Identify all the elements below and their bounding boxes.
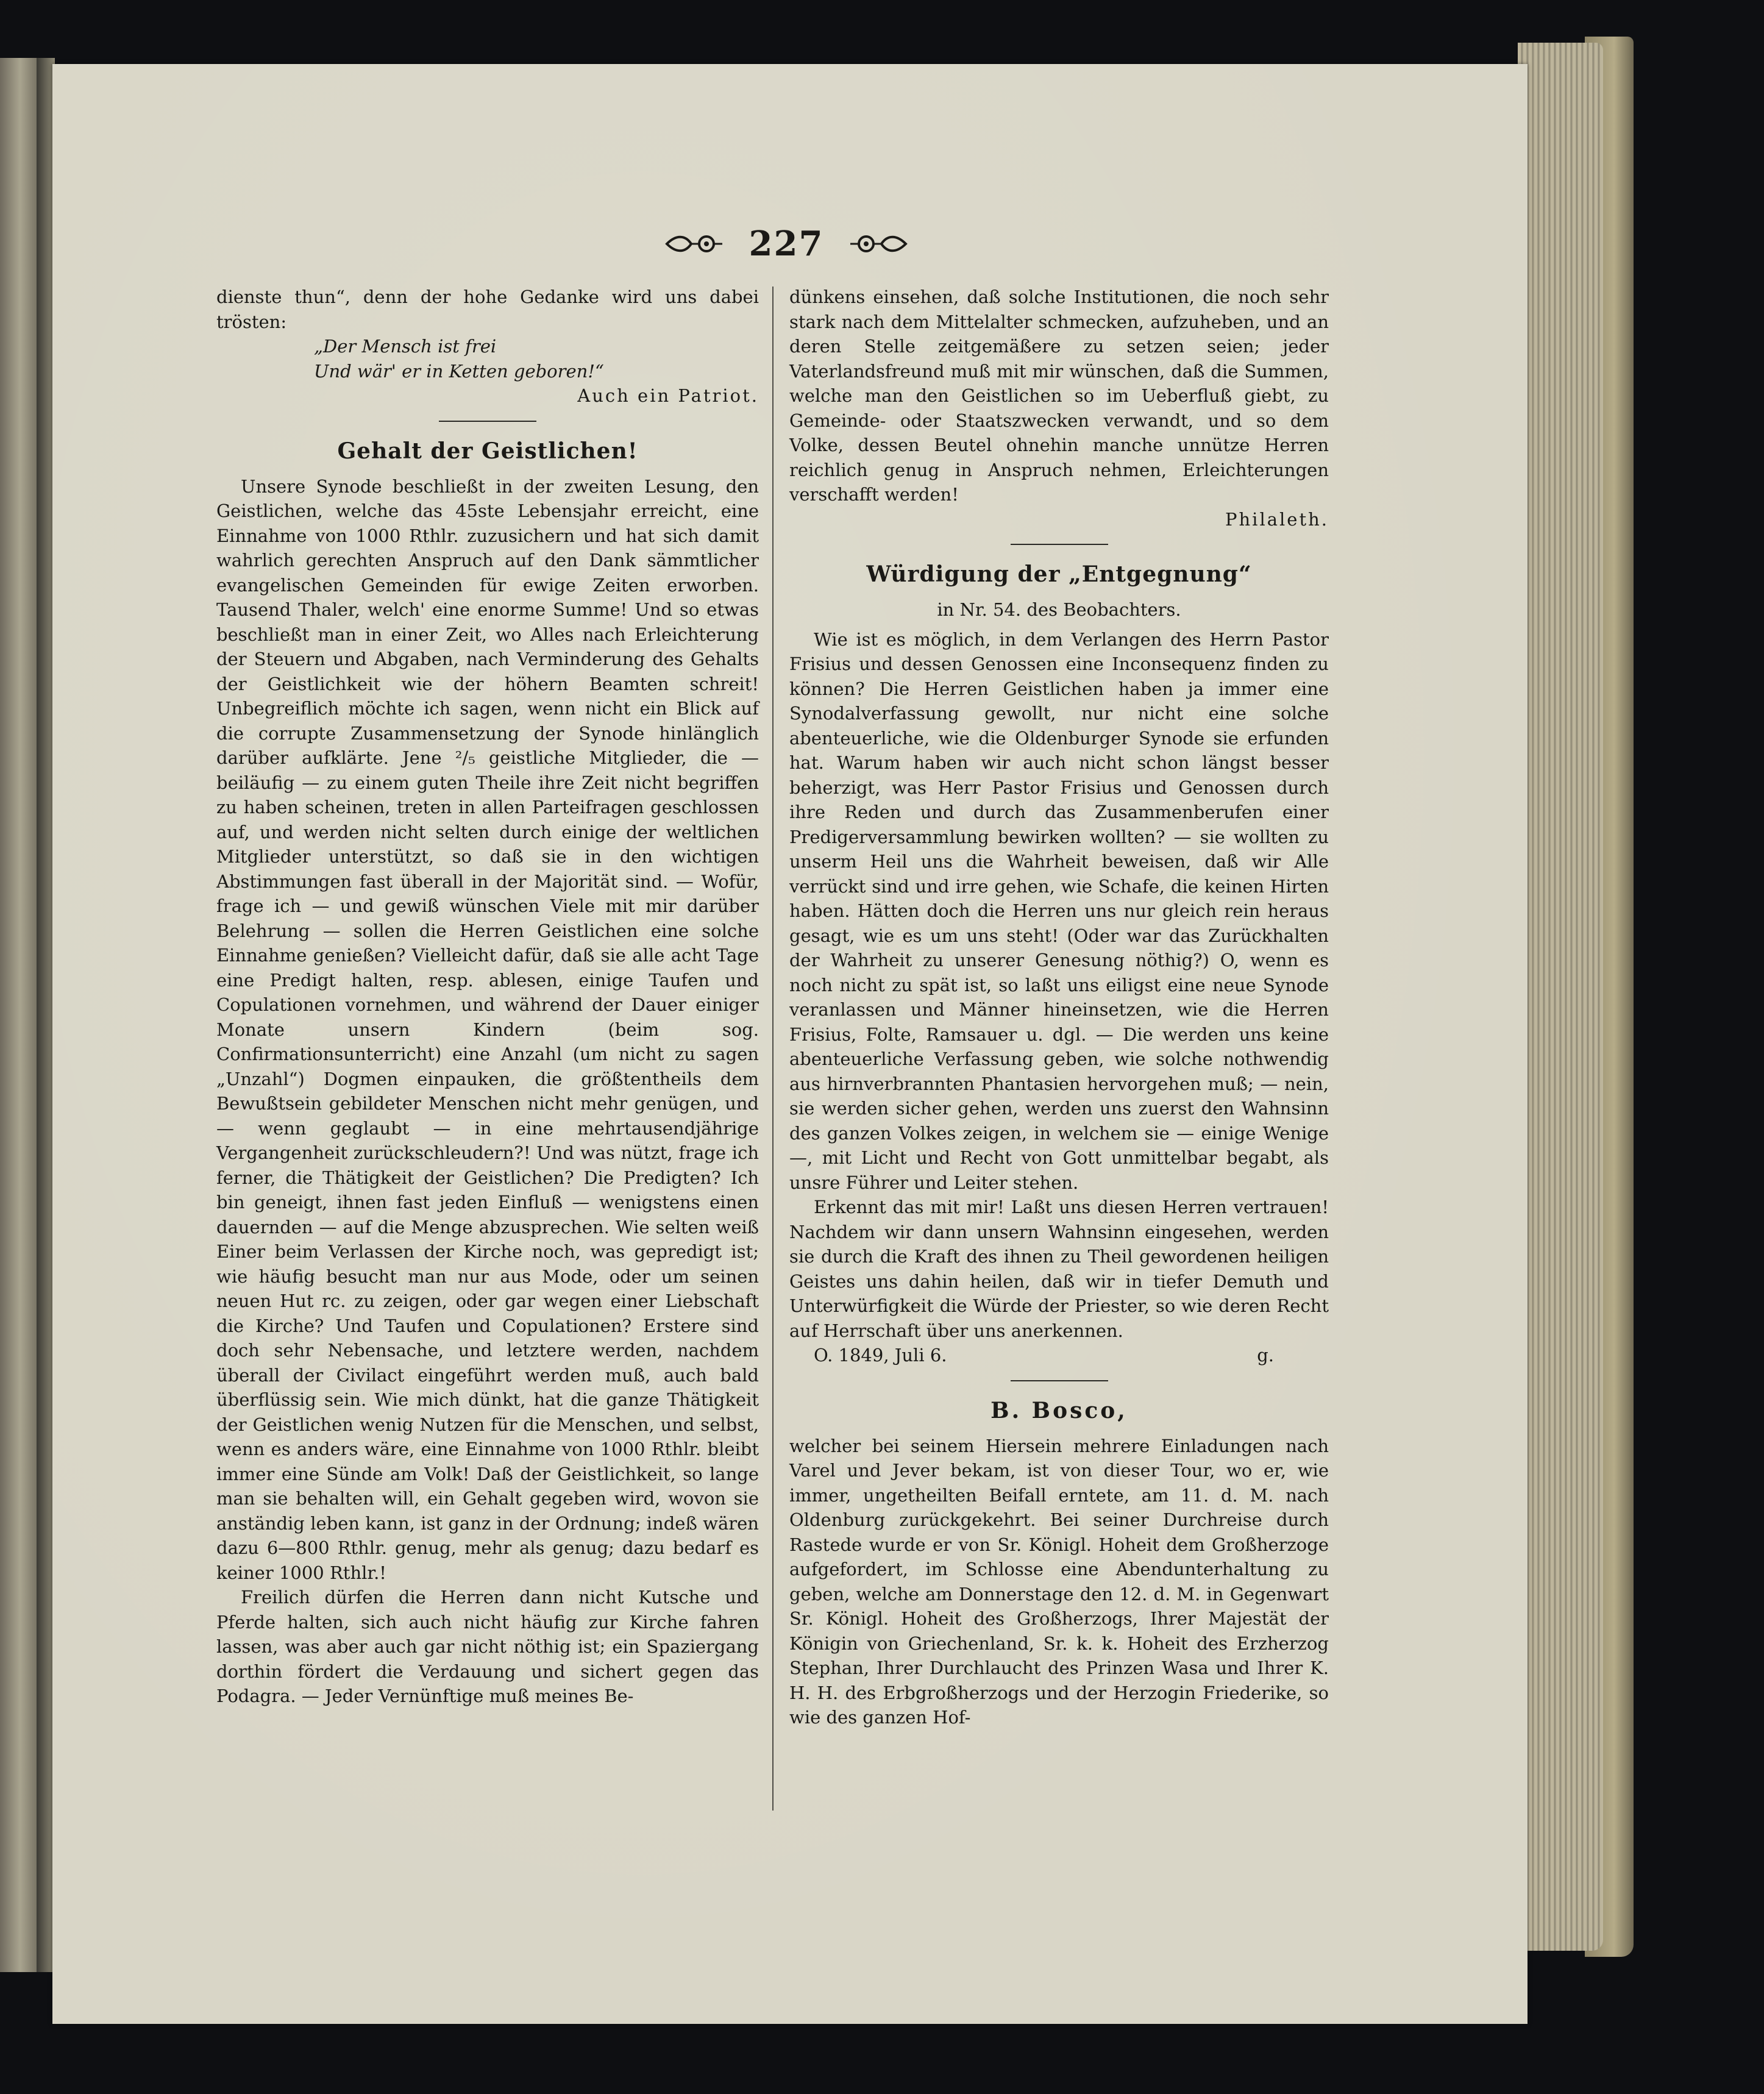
dateline-initial: g. <box>1257 1345 1274 1366</box>
article-title: Gehalt der Geistlichen! <box>337 438 638 464</box>
left-column <box>216 285 759 1709</box>
article-paragraph: welcher bei seinem Hiersein mehrere Einladungen nach Varel und Jever bekam, ist von dieser Tour, wo er, wie immer, ungetheilten Beifall erntete, am 11. d. M. nach Oldenburg zurückgekehrt. Bei seiner Durchreise durch Rastede wurde er von Sr. Königl. Hoheit dem Großherzoge aufgefordert, im Schlosse eine Abendunterhaltung zu geben, welche am Donnerstage den 12. d. M. in Gegenwart Sr. Königl. Hoheit des Großherzogs, Ihrer Majestät der Königin von Griechenland, Sr. k. k. Hoheit des Erzherzog Stephan, Ihrer Durchlaucht des Prinzen Wasa und Ihrer K. H. H. des Erbgroßherzogs und der Herzogin Friederike, so wie des ganzen Hof- <box>789 1435 1329 1728</box>
section-rule <box>439 421 536 422</box>
intro-line: dienste thun“, denn der hohe Gedanke wird uns dabei trösten: <box>216 287 759 332</box>
quote-line: Und wär' er in Ketten geboren!“ <box>314 360 604 382</box>
section-rule <box>1011 1380 1108 1381</box>
article-paragraph: Freilich dürfen die Herren dann nicht Kutsche und Pferde halten, sich auch nicht häufig zur Kirche fahren lassen, was aber auch gar nicht nöthig ist; ein Spaziergang dorthin fördert die Verdauung und sichert gegen das Podagra. — Jeder Vernünftige muß meines Be- <box>216 1587 759 1706</box>
article-paragraph: Erkennt das mit mir! Laßt uns diesen Herren vertrauen! Nachdem wir dann unsern Wahnsinn eingesehen, werden sie durch die Kraft des ihnen zu Theil gewordenen heiligen Geistes uns dahin heilen, daß wir in tiefer Demuth und Unterwürfigkeit die Würde der Priester, so wie deren Recht auf Herrschaft über uns anerkennen. <box>789 1197 1329 1341</box>
right-ornament-icon <box>848 229 909 259</box>
left-ornament-icon <box>664 229 725 259</box>
page-header <box>640 219 933 268</box>
page-number: 227 <box>749 224 824 264</box>
article-signature: Auch ein Patriot. <box>577 385 759 406</box>
article-subtitle: in Nr. 54. des Beobachters. <box>937 599 1181 620</box>
dateline-place-date: O. 1849, Juli 6. <box>814 1345 947 1366</box>
section-rule <box>1011 544 1108 545</box>
article-title: B. Bosco, <box>990 1397 1128 1423</box>
article-paragraph: Unsere Synode beschließt in der zweiten Lesung, den Geistlichen, welche das 45ste Lebensjahr erreicht, eine Einnahme von 1000 Rthlr. zuzusichern und hat sich damit wahrlich gerechten Anspruch auf den Dank sämmtlicher evangelischen Gemeinden für ewige Zeiten erworben. Tausend Thaler, welch' eine enorme Summe! Und so etwas beschließt man in einer Zeit, wo Alles nach Erleichterung der Steuern und Abgaben, nach Verminderung des Gehalts der Geistlichkeit wie der höhern Beamten schreit! Unbegreiflich möchte ich sagen, wenn nicht ein Blick auf die corrupte Zusammensetzung der Synode hinlänglich darüber aufklärte. Jene ²/₅ geistliche Mitglieder, die — beiläufig — zu einem guten Theile ihre Zeit nicht begriffen zu haben scheinen, treten in allen Parteifragen geschlossen auf, und werden nicht selten durch einige der weltlichen Mitglieder unterstützt, so daß sie in den wichtigen Abstimmungen fast überall in der Majorität sind. — Wofür, frage ich — und gewiß wünschen Viele mit mir darüber Belehrung — sollen die Herren Geistlichen eine solche Einnahme genießen? Vielleicht dafür, daß sie alle acht Tage eine Predigt halten, resp. ablesen, einige Taufen und Copulationen vornehmen, und während der Dauer einiger Monate unsern Kindern (beim sog. Confirmationsunterricht) eine Anzahl (um nicht zu sagen „Unzahl“) Dogmen einpauken, die größtentheils dem Bewußtsein gebildeter Menschen nicht mehr genügen, und — wenn geglaubt — in eine mehrtausendjährige Vergangenheit zurückschleudern?! Und was nützt, frage ich ferner, die Thätigkeit der Geistlichen? Die Predigten? Ich bin geneigt, ihnen fast jeden Einfluß — wenigstens einen dauernden — auf die Menge abzusprechen. Wie selten weiß Einer beim Verlassen der Kirche noch, was gepredigt ist; wie häufig besucht man nur aus Mode, oder um seinen neuen Hut rc. zu zeigen, oder gar wegen einer Liebschaft die Kirche? Und Taufen und Copulationen? Erstere sind doch sehr Nebensache, und letztere werden, nachdem überall der Civilact eingeführt werden muß, auch bald überflüssig sein. Wie mich dünkt, hat die ganze Thätigkeit der Geistlichen wenig Nutzen für die Menschen, und selbst, wenn es anders wäre, eine Einnahme von 1000 Rthlr. bleibt immer eine Sünde am Volk! Daß der Geistlichkeit, so lange man sie behalten will, ein Gehalt gegeben wird, wovon sie anständig leben kann, ist ganz in der Ordnung; indeß wären dazu 6—800 Rthlr. genug, mehr als genug; dazu bedarf es keiner 1000 Rthlr.! <box>216 475 759 1583</box>
dateline <box>789 1343 1329 1368</box>
quote-line: „Der Mensch ist frei <box>314 336 497 357</box>
left-page-edge <box>0 58 37 1972</box>
article-signature: Philaleth. <box>1225 508 1329 530</box>
column-divider <box>772 287 774 1811</box>
continued-paragraph: dünkens einsehen, daß solche Institutionen, die noch sehr stark nach dem Mittelalter schmecken, aufzuheben, und an deren Stelle zeitgemäßere zu setzen seien; jeder Vaterlandsfreund muß mit mir wünschen, daß die Summen, welche man den Geistlichen so im Ueberfluß giebt, zu Gemeinde- oder Staatszwecken verwandt, und so dem Volke, dessen Beutel ohnehin manche unnütze Herren reichlich genug in Anspruch nehmen, Erleichterungen verschafft werden! <box>789 287 1329 505</box>
page-stack-edge <box>1518 43 1603 1951</box>
right-column <box>789 285 1329 1730</box>
article-paragraph: Wie ist es möglich, in dem Verlangen des Herrn Pastor Frisius und dessen Genossen eine Inconsequenz finden zu können? Die Herren Geistlichen haben ja immer eine Synodalverfassung gewollt, nur nicht eine solche abenteuerliche, wie die Oldenburger Synode sie erfunden hat. Warum haben wir auch nicht schon längst besser beherzigt, was Herr Pastor Frisius und Genossen durch ihre Reden und durch das Zusammenberufen einer Predigerversammlung bewirken wollten? — sie wollten zu unserm Heil uns die Wahrheit beweisen, daß wir Alle verrückt sind und irre gehen, wie Schafe, die keinen Hirten haben. Hätten doch die Herren uns nur gleich rein heraus gesagt, wie es um uns steht! (Oder war das Zurückhalten der Wahrheit zu unserer Genesung nöthig?) O, wenn es noch nicht zu spät ist, so laßt uns eiligst eine neue Synode veranlassen und Männer hineinsetzen, wie die Herren Frisius, Folte, Ramsauer u. dgl. — Die werden uns keine abenteuerliche Verfassung geben, wie solche nothwendig aus hirnverbrannten Phantasien hervorgehen muß; — nein, sie werden sicher gehen, werden uns zuerst den Wahnsinn des ganzen Volkes zeigen, in welchem sie — einige Wenige —, mit Licht und Recht von Gott unmittelbar begabt, als unsre Führer und Leiter stehen. <box>789 629 1329 1193</box>
article-title: Würdigung der „Entgegnung“ <box>866 561 1252 587</box>
